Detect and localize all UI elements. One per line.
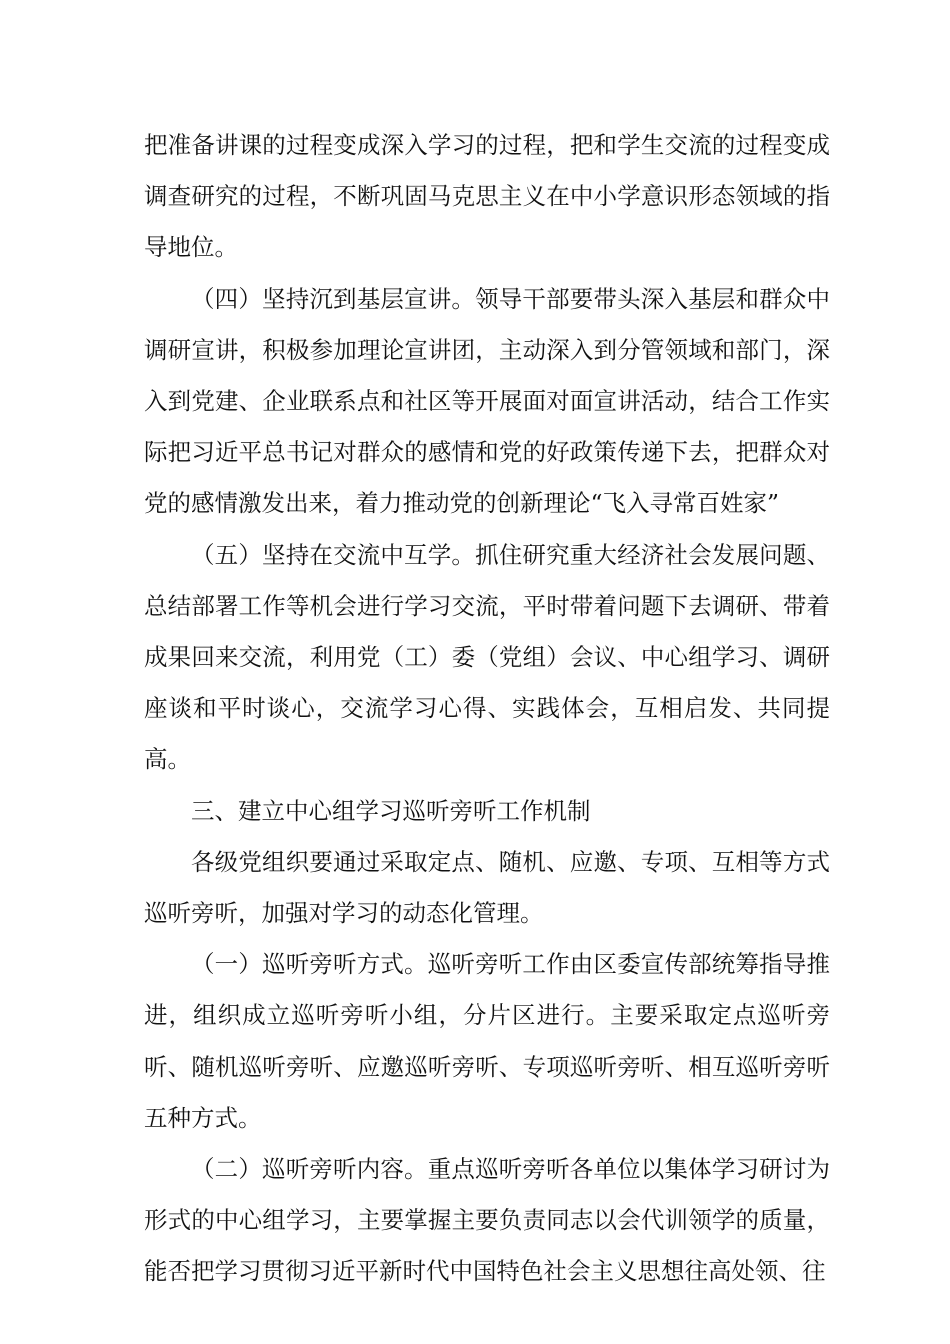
paragraph-item-1: （一）巡听旁听方式。巡听旁听工作由区委宣传部统筹指导推进，组织成立巡听旁听小组，分片区进行。主要采取定点巡听旁听、随机巡听旁听、应邀巡听旁听、专项巡听旁听、相互巡听旁听五种方式。 bbox=[144, 950, 830, 1132]
document-body bbox=[144, 120, 830, 1298]
section-intro-paragraph: 各级党组织要通过采取定点、随机、应邀、专项、互相等方式巡听旁听，加强对学习的动态化管理。 bbox=[144, 847, 830, 928]
paragraph-item-5: （五）坚持在交流中互学。抓住研究重大经济社会发展问题、总结部署工作等机会进行学习交流，平时带着问题下去调研、带着成果回来交流，利用党（工）委（党组）会议、中心组学习、调研座谈和平时谈心，交流学习心得、实践体会，互相启发、共同提高。 bbox=[144, 540, 830, 774]
section-heading-3: 三、建立中心组学习巡听旁听工作机制 bbox=[191, 796, 591, 825]
paragraph-continuation: 把准备讲课的过程变成深入学习的过程，把和学生交流的过程变成调查研究的过程，不断巩固马克思主义在中小学意识形态领域的指导地位。 bbox=[144, 131, 830, 262]
paragraph-item-2: （二）巡听旁听内容。重点巡听旁听各单位以集体学习研讨为形式的中心组学习，主要掌握主要负责同志以会代训领学的质量，能否把学习贯彻习近平新时代中国特色社会主义思想往高处领、往 bbox=[144, 1155, 830, 1286]
paragraph-item-4: （四）坚持沉到基层宣讲。领导干部要带头深入基层和群众中调研宣讲，积极参加理论宣讲团，主动深入到分管领域和部门，深入到党建、企业联系点和社区等开展面对面宣讲活动，结合工作实际把习近平总书记对群众的感情和党的好政策传递下去，把群众对党的感情激发出来，着力推动党的创新理论“飞入寻常百姓家” bbox=[144, 284, 830, 518]
